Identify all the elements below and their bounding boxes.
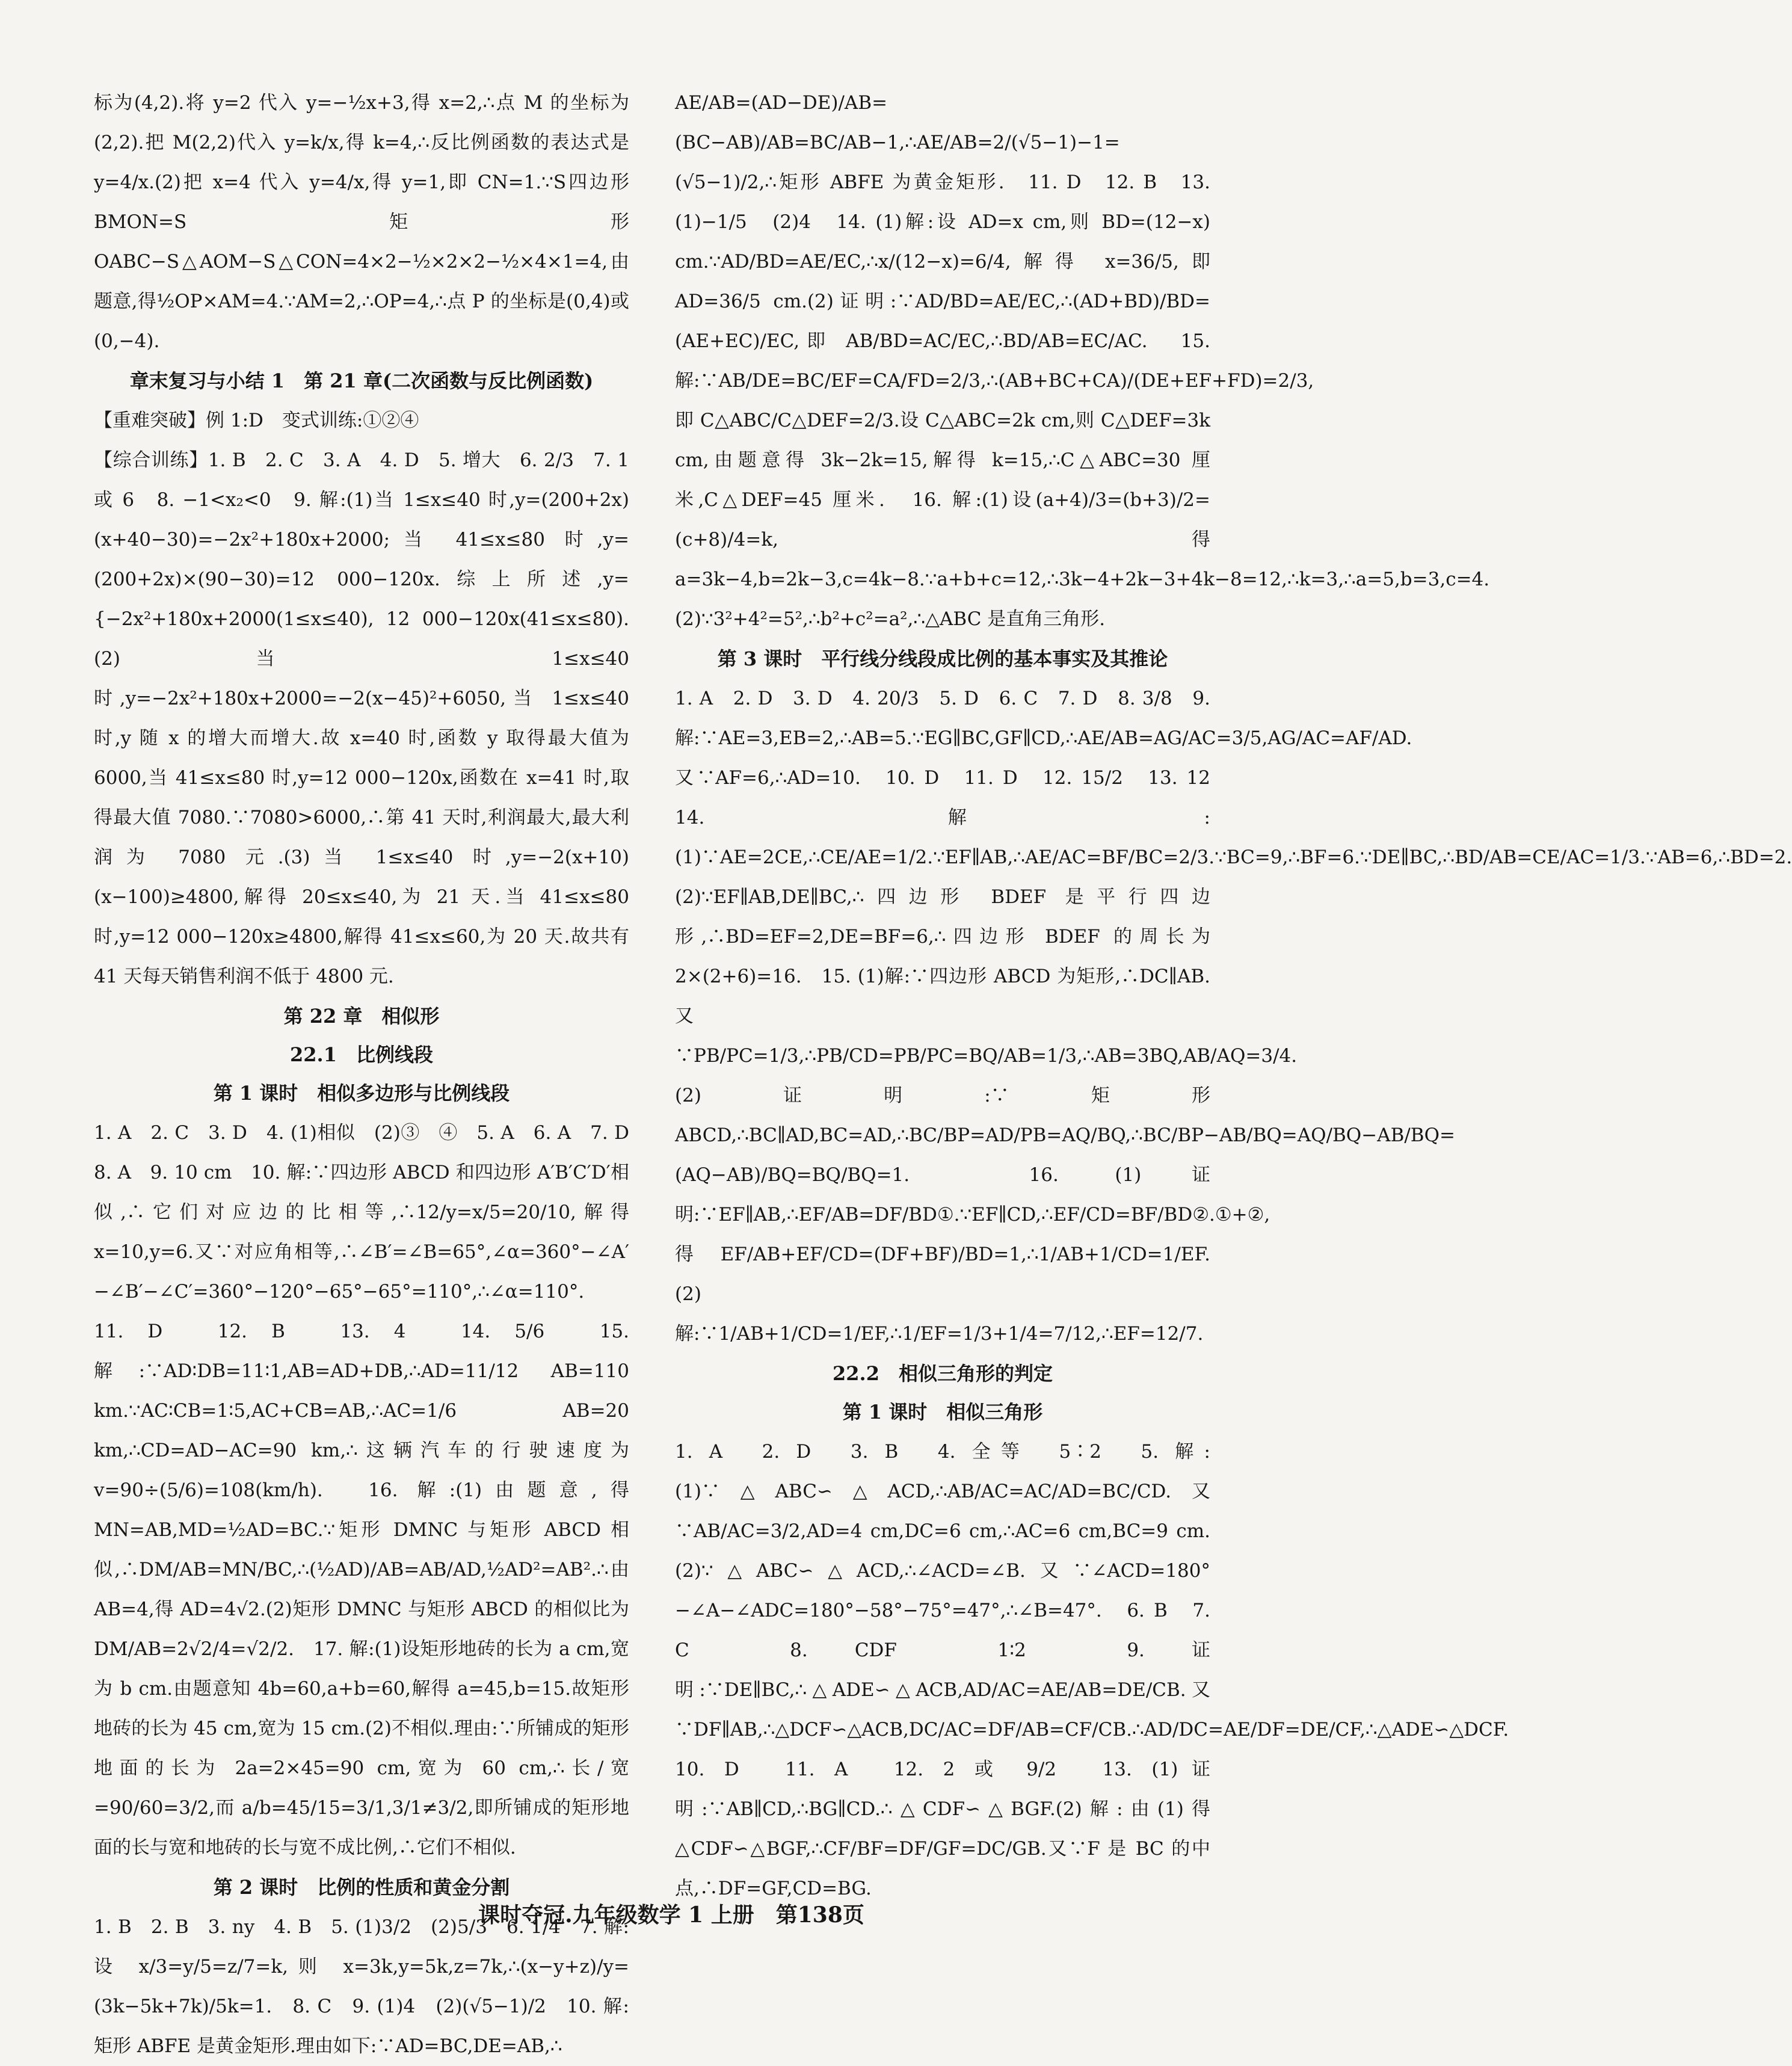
- answer-paragraph: 【综合训练】1. B 2. C 3. A 4. D 5. 增大 6. 2/3 7. 1 或 6 8. −1<x₂<0 9. 解:(1)当 1≤x≤40 时,y=(200+2x)(x+40−30)=−2x²+180x+2000;当 41≤x≤80 时,y=(200+2x)×(90−30)=12 000−120x.综上所述,y={−2x²+180x+2000(1≤x≤40), 12 000−120x(41≤x≤80).(2)当 1≤x≤40 时,y=−2x²+180x+2000=−2(x−45)²+6050,当 1≤x≤40 时,y 随 x 的增大而增大.故 x=40 时,函数 y 取得最大值为 6000,当 41≤x≤80 时,y=12 000−120x,函数在 x=41 时,取得最大值 7080.∵7080>6000,∴第 41 天时,利润最大,最大利润为 7080 元.(3)当 1≤x≤40 时,y=−2(x+10)(x−100)≥4800,解得 20≤x≤40,为 21 天.当 41≤x≤80 时,y=12 000−120x≥4800,解得 41≤x≤60,为 20 天.故共有 41 天每天销售利润不低于 4800 元.: [94, 449, 629, 987]
- section-heading: 章末复习与小结 1 第 21 章(二次函数与反比例函数): [129, 369, 594, 392]
- answer-paragraph: 【重难突破】例 1:D 变式训练:①②④: [94, 410, 419, 431]
- section-heading: 第 22 章 相似形: [283, 1005, 440, 1028]
- answer-paragraph: AE/AB=(AD−DE)/AB=(BC−AB)/AB=BC/AB−1,∴AE/AB=2/(√5−1)−1=(√5−1)/2,∴矩形 ABFE 为黄金矩形. 11. D 12. B 13. (1)−1/5 (2)4 14. (1)解:设 AD=x cm,则 BD=(12−x) cm.∵AD/BD=AE/EC,∴x/(12−x)=6/4,解得 x=36/5,即 AD=36/5 cm.(2)证明:∵AD/BD=AE/EC,∴(AD+BD)/BD=(AE+EC)/EC,即 AB/BD=AC/EC,∴BD/AB=EC/AC. 15. 解:∵AB/DE=BC/EF=CA/FD=2/3,∴(AB+BC+CA)/(DE+EF+FD)=2/3,即 C△ABC/C△DEF=2/3.设 C△ABC=2k cm,则 C△DEF=3k cm,由题意得 3k−2k=15,解得 k=15,∴C△ABC=30 厘米,C△DEF=45 厘米. 16. 解:(1)设(a+4)/3=(b+3)/2=(c+8)/4=k,得 a=3k−4,b=2k−3,c=4k−8.∵a+b+c=12,∴3k−4+2k−3+4k−8=12,∴k=3,∴a=5,b=3,c=4.(2)∵3²+4²=5²,∴b²+c²=a²,∴△ABC 是直角三角形.: [675, 92, 1490, 630]
- page-footer: 课时夺冠.九年级数学 1 上册 第138页: [478, 1902, 864, 1928]
- left-column: [94, 83, 648, 2066]
- answer-paragraph: 标为(4,2).将 y=2 代入 y=−½x+3,得 x=2,∴点 M 的坐标为(2,2).把 M(2,2)代入 y=k/x,得 k=4,∴反比例函数的表达式是 y=4/x.(2)把 x=4 代入 y=4/x,得 y=1,即 CN=1.∵S四边形BMON=S矩形OABC−S△AOM−S△CON=4×2−½×2×2−½×4×1=4,由题意,得½OP×AM=4.∵AM=2,∴OP=4,∴点 P 的坐标是(0,4)或(0,−4).: [94, 92, 629, 352]
- right-column: [675, 83, 1792, 1908]
- section-heading: 22.1 比例线段: [290, 1043, 433, 1066]
- section-heading: 22.2 相似三角形的判定: [833, 1362, 1053, 1385]
- answer-paragraph: 1. B 2. B 3. ny 4. B 5. (1)3/2 (2)5/3 6. 1/4 7. 解:设 x/3=y/5=z/7=k,则 x=3k,y=5k,z=7k,∴(x−y+z)/y=(3k−5k+7k)/5k=1. 8. C 9. (1)4 (2)(√5−1)/2 10. 解:矩形 ABFE 是黄金矩形.理由如下:∵AD=BC,DE=AB,∴: [94, 1916, 629, 2057]
- section-heading: 第 1 课时 相似多边形与比例线段: [213, 1082, 510, 1105]
- section-heading: 第 2 课时 比例的性质和黄金分割: [213, 1876, 510, 1899]
- answer-paragraph: 1. A 2. D 3. B 4. 全等 5∶2 5. 解:(1)∵△ABC∽△ACD,∴AB/AC=AC/AD=BC/CD.又∵AB/AC=3/2,AD=4 cm,DC=6 cm,∴AC=6 cm,BC=9 cm.(2)∵△ABC∽△ACD,∴∠ACD=∠B.又∵∠ACD=180°−∠A−∠ADC=180°−58°−75°=47°,∴∠B=47°. 6. B 7. C 8. CDF 1∶2 9. 证明:∵DE∥BC,∴△ADE∽△ACB,AD/AC=AE/AB=DE/CB.又∵DF∥AB,∴△DCF∽△ACB,DC/AC=DF/AB=CF/CB.∴AD/DC=AE/DF=DE/CF,∴△ADE∽△DCF. 10. D 11. A 12. 2 或 9/2 13. (1)证明:∵AB∥CD,∴BG∥CD.∴△CDF∽△BGF.(2)解:由(1)得△CDF∽△BGF,∴CF/BF=DF/GF=DC/GB.又∵F 是 BC 的中点,∴DF=GF,CD=BG.: [675, 1441, 1528, 1899]
- answer-paragraph: 1. A 2. C 3. D 4. (1)相似 (2)③ ④ 5. A 6. A 7. D 8. A 9. 10 cm 10. 解:∵四边形 ABCD 和四边形 A′B′C′D′相似,∴它们对应边的比相等,∴12/y=x/5=20/10,解得 x=10,y=6.又∵对应角相等,∴∠B′=∠B=65°,∠α=360°−∠A′−∠B′−∠C′=360°−120°−65°−65°=110°,∴∠α=110°. 11. D 12. B 13. 4 14. 5/6 15. 解:∵AD∶DB=11∶1,AB=AD+DB,∴AD=11/12 AB=110 km.∵AC∶CB=1∶5,AC+CB=AB,∴AC=1/6 AB=20 km,∴CD=AD−AC=90 km,∴这辆汽车的行驶速度为 v=90÷(5/6)=108(km/h). 16. 解:(1)由题意,得 MN=AB,MD=½AD=BC.∵矩形 DMNC 与矩形 ABCD 相似,∴DM/AB=MN/BC,∴(½AD)/AB=AB/AD,½AD²=AB².∴由 AB=4,得 AD=4√2.(2)矩形 DMNC 与矩形 ABCD 的相似比为 DM/AB=2√2/4=√2/2. 17. 解:(1)设矩形地砖的长为 a cm,宽为 b cm.由题意知 4b=60,a+b=60,解得 a=45,b=15.故矩形地砖的长为 45 cm,宽为 15 cm.(2)不相似.理由:∵所铺成的矩形地面的长为 2a=2×45=90 cm,宽为 60 cm,∴长/宽=90/60=3/2,而 a/b=45/15=3/1,3/1≠3/2,即所铺成的矩形地面的长与宽和地砖的长与宽不成比例,∴它们不相似.: [94, 1122, 648, 1858]
- section-heading: 第 3 课时 平行线分线段成比例的基本事实及其推论: [717, 647, 1168, 670]
- section-heading: 第 1 课时 相似三角形: [842, 1401, 1043, 1423]
- answer-paragraph: 1. A 2. D 3. D 4. 20/3 5. D 6. C 7. D 8. 3/8 9. 解:∵AE=3,EB=2,∴AB=5.∵EG∥BC,GF∥CD,∴AE/AB=AG/AC=3/5,AG/AC=AF/AD.又∵AF=6,∴AD=10. 10. D 11. D 12. 15/2 13. 12 14. 解:(1)∵AE=2CE,∴CE/AE=1/2.∵EF∥AB,∴AE/AC=BF/BC=2/3.∵BC=9,∴BF=6.∵DE∥BC,∴BD/AB=CE/AC=1/3.∵AB=6,∴BD=2.(2)∵EF∥AB,DE∥BC,∴四边形 BDEF 是平行四边形,∴BD=EF=2,DE=BF=6,∴四边形 BDEF 的周长为 2×(2+6)=16. 15. (1)解:∵四边形 ABCD 为矩形,∴DC∥AB.又∵PB/PC=1/3,∴PB/CD=PB/PC=BQ/AB=1/3,∴AB=3BQ,AB/AQ=3/4.(2)证明:∵矩形 ABCD,∴BC∥AD,BC=AD,∴BC/BP=AD/PB=AQ/BQ,∴BC/BP−AB/BQ=AQ/BQ−AB/BQ=(AQ−AB)/BQ=BQ/BQ=1. 16. (1)证明:∵EF∥AB,∴EF/AB=DF/BD①.∵EF∥CD,∴EF/CD=BF/BD②.①+②,得 EF/AB+EF/CD=(DF+BF)/BD=1,∴1/AB+1/CD=1/EF.(2)解:∵1/AB+1/CD=1/EF,∴1/EF=1/3+1/4=7/12,∴EF=12/7.: [675, 688, 1792, 1345]
